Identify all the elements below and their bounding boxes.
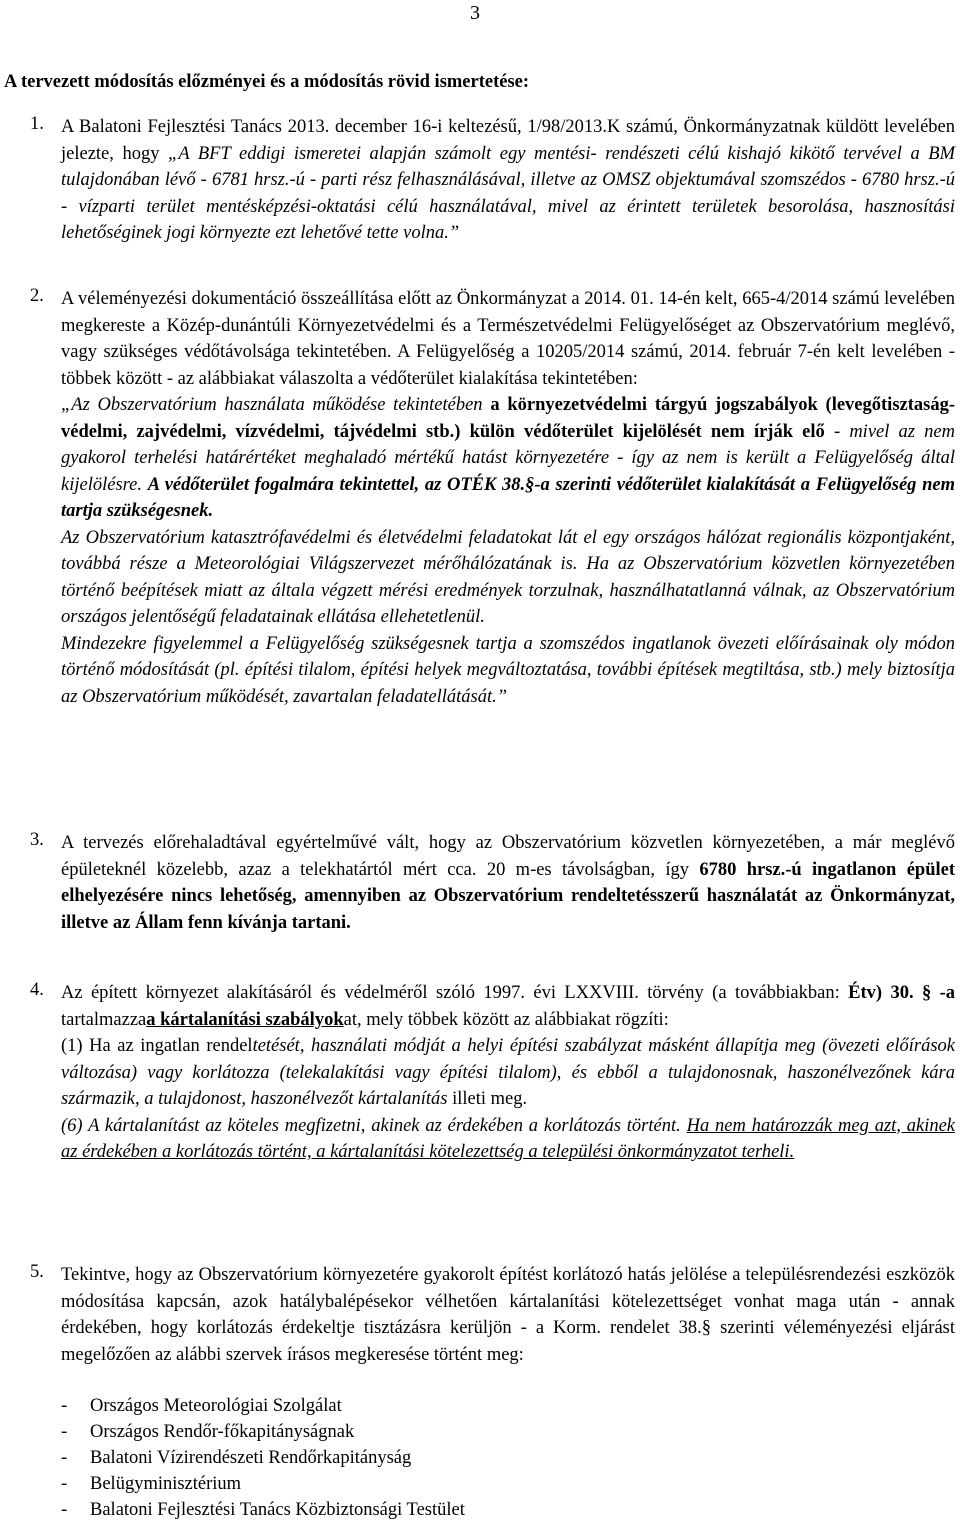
item-plain-text: A tervezés előrehaladtával egyértelművé vált, hogy az Obszervatórium közvetlen környezetében, a már meglévő épületeknél közelebb, azaz a telekhatártól mért cca. 20 m-es távolságban, így [61, 833, 955, 880]
quote-bold-part: A védőterület fogalmára tekintettel, az OTÉK 38.§-a szerinti védőterület kialakítását a Felügyelőség nem tartja szükségesnek. [61, 474, 956, 521]
item-number: 1. [30, 114, 44, 134]
item-plain-text: tartalmazza [61, 1009, 147, 1030]
quote-part: - mivel az nem gyakorol terhelési határértéket meghaladó mértékű hatást környezetére - így az nem is került a Felügyelőség által kijelölésre. [61, 421, 956, 495]
item-bold-text: 6780 hrsz.-ú ingatlanon épület elhelyezésére nincs lehetőség, amennyiben az Obszervatórium rendeltetésszerű használatát az Önkormányzat, illetve az Állam fenn kívánja tartani. [61, 859, 956, 933]
quote-paragraph: Mindezekre figyelemmel a Felügyelőség szükségesnek tartja a szomszédos ingatlanok övezeti előírásainak oly módon történő módosítását (pl. építési tilalom, építési helyek megváltoztatása, további építések megtiltása, stb.) mely biztosítja az Obszervatórium működését, zavartalan feladatellátását.” [61, 633, 955, 707]
section-heading: A tervezett módosítás előzményei és a módosítás rövid ismertetése: [4, 72, 530, 92]
item-number: 5. [30, 1262, 44, 1282]
section-6-italic: (6) A kártalanítást az köteles megfizetni, akinek az érdekében a korlátozás történt. [61, 1115, 681, 1136]
quote-bold-part: a környezetvédelmi tárgyú jogszabályok (levegőtisztaság-védelmi, zajvédelmi, vízvédelmi, tájvédelmi stb.) külön védőterület kijelölését nem írják elő [61, 395, 956, 442]
item-body-text: A véleményezési dokumentáció összeállítása előtt az Önkormányzat a 2014. 01. 14-én kelt, 665-4/2014 számú levelében megkereste a Közép-dunántúli Környezetvédelmi és a Természetvédelmi Felügyelőséget az Obszervatórium meglévő, vagy szükséges védőtávolsága tekintetében. A Felügyelőség a 10205/2014 számú, 2014. február 7-én kelt levelében - többek között - az alábbiakat válaszolta a védőterület kialakítása tekintetében: [61, 289, 955, 389]
bullet-dash: - [61, 1500, 68, 1520]
section-1-prefix: (1) Ha az ingatlan rendel [61, 1036, 253, 1056]
bft-quote: „A BFT eddigi ismeretei alapján számolt egy mentési- rendészeti célú kishajó kikötő tervével a BM tulajdonában lévő - 6781 hrsz.-ú - parti rész felhasználásával, illetve az OMSZ objektumával szomszédos - 6780 hrsz.-ú - vízparti terület mentésképzési-oktatási célú használatával, mivel az érintett területek besorolása, hasznosítási lehetőséginek jogi környezte ezt lehetővé tette volna.” [61, 143, 955, 243]
quote-paragraph: Az Obszervatórium katasztrófavédelmi és életvédelmi feladatokat lát el egy országos hálózat regionális központjaként, továbbá része a Meteorológiai Világszervezet mérőhálózatának is. Ha az Obszervatórium közvetlen környezetében történő beépítések miatt az általa végzett mérési eredmények torzulnak, használhatatlanná válnak, az Obszervatórium országos jelentőségű feladatainak ellátása ellehetetlenül. [61, 527, 955, 627]
item-number: 3. [30, 830, 44, 850]
item-text [61, 980, 955, 1166]
item-plain-text: Az épített környezet alakításáról és védelméről szóló 1997. évi LXXVIII. törvény (a továbbiakban: [61, 983, 840, 1003]
item-plain-text: at, mely többek között az alábbiakat rögzíti: [343, 1009, 669, 1030]
section-1-end: illeti meg. [452, 1089, 528, 1109]
item-text: Tekintve, hogy az Obszervatórium környezetére gyakorolt építést korlátozó hatás jelölése a településrendezési eszközök módosítása kapcsán, azok hatálybalépésekor vélhetően kártalanítási kötelezettséget vonhat maga után - annak érdekében, hogy korlátozás érdekeltje tisztázásra kerüljön - a Korm. rendelet 38.§ szerinti véleményezési eljárást megelőzően az alábbi szervek írásos megkeresése történt meg: [61, 1265, 955, 1365]
list-entry: Országos Meteorológiai Szolgálat [90, 1396, 342, 1416]
item-number: 4. [30, 980, 44, 1000]
etv-reference: Étv) 30. § -a [848, 983, 956, 1003]
quote-part: „Az Obszervatórium használata működése tekintetében [61, 395, 483, 415]
item-text [61, 114, 955, 247]
bullet-dash: - [61, 1422, 68, 1442]
item-number: 2. [30, 286, 44, 306]
item-lead-text: A Balatoni Fejlesztési Tanács 2013. december 16-i keltezésű, 1/98/2013.K számú, Önkormányzatnak küldött levelében jelezte, hogy [61, 117, 955, 164]
bullet-dash: - [61, 1474, 68, 1494]
section-1-italic: tetését, használati módját a helyi építési szabályzat másként állapítja meg (övezeti előírások változása) vagy korlátozza (telekalakítási vagy építési tilalom), és ebből a tulajdonosnak, haszonélvezőnek kára származik, a tulajdonost, haszonélvezőt kártalanítás [61, 1036, 955, 1109]
section-6-underlined: Ha nem határozzák meg azt, akinek az érdekében a korlátozás történt, a kártalanítási kötelezettség a települési önkormányzatot terheli. [61, 1115, 956, 1162]
bullet-dash: - [61, 1448, 68, 1468]
underlined-term: a kártalanítási szabályok [146, 1009, 344, 1030]
item-text [61, 286, 955, 710]
list-entry: Országos Rendőr-főkapitányságnak [90, 1422, 355, 1442]
list-entry: Balatoni Fejlesztési Tanács Közbiztonsági Testület [90, 1500, 465, 1520]
list-entry: Balatoni Vízirendészeti Rendőrkapitányság [90, 1448, 412, 1468]
page-number: 3 [470, 2, 480, 24]
list-entry: Belügyminisztérium [90, 1474, 242, 1494]
item-text [61, 830, 955, 936]
bullet-dash: - [61, 1396, 68, 1416]
